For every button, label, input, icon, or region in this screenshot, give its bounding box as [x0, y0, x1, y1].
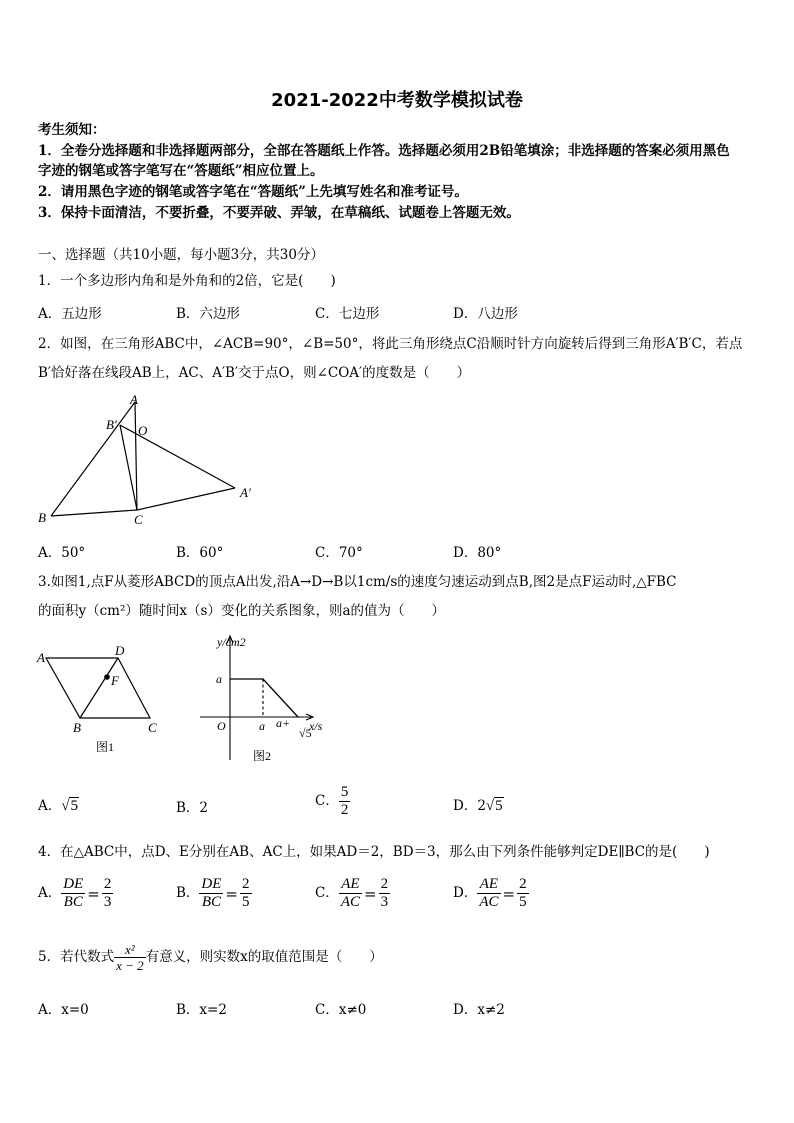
fig1-label-c: C	[148, 720, 157, 735]
q5-option-b: B．x=2	[176, 1002, 227, 1018]
q3-option-a: A．√5	[38, 798, 78, 814]
q2-option-c: C．70°	[315, 545, 363, 561]
q4-option-a: A． $\frac{DE}{BC}$ = $\frac{2}{3}$	[38, 876, 112, 910]
q2-option-d: D．80°	[453, 545, 502, 561]
label-b: B	[38, 510, 46, 525]
q3-option-d: D．2√5	[453, 798, 503, 814]
section-heading: 一、选择题（共10小题，每小题3分，共30分）	[38, 247, 324, 263]
q2-figure	[30, 390, 270, 530]
fig2-a-plus: a+	[276, 716, 291, 730]
fig1-label-f: F	[111, 673, 119, 688]
notice-line-2: 字迹的钢笔或答字笔写在“答题纸”相应位置上。	[38, 163, 324, 179]
q2-stem-line-2: B′恰好落在线段AB上，AC、A′B′交于点O，则∠COA′的度数是（ ）	[38, 365, 471, 381]
fig2-caption: 图2	[253, 749, 272, 763]
fig2-a-on-y: a	[216, 672, 222, 686]
q1-option-a: A．五边形	[38, 306, 102, 322]
q4-option-c: C． $\frac{AE}{AC}$ = $\frac{2}{3}$	[315, 876, 389, 910]
fig2-x-label: x/s	[309, 719, 323, 733]
q3-option-b: B．2	[176, 800, 209, 816]
q3-stem-line-1: 3.如图1,点F从菱形ABCD的顶点A出发,沿A→D→B以1cm/s的速度匀速运动到点B,图2是点F运动时,△FBC	[38, 574, 677, 590]
q2-option-a: A．50°	[38, 545, 86, 561]
q1-option-d: D．八边形	[453, 306, 518, 322]
q3-figure-1-rhombus	[30, 640, 175, 760]
q3-option-c: C． $\frac{5}{2}$	[315, 784, 349, 818]
q2-stem-line-1: 2．如图，在三角形ABC中，∠ACB=90°，∠B=50°，将此三角形绕点C沿顺时针方向旋转后得到三角形A′B′C，若点	[38, 336, 743, 352]
q4-stem: 4．在△ABC中，点D、E分别在AB、AC上，如果AD＝2，BD＝3，那么由下列条件能够判定DE∥BC的是( )	[38, 844, 710, 860]
fig1-label-b: B	[73, 720, 81, 735]
notice-line-4: 3．保持卡面清洁，不要折叠，不要弄破、弄皱，在草稿纸、试题卷上答题无效。	[38, 205, 520, 221]
point-f	[104, 674, 110, 680]
q2-option-b: B．60°	[176, 545, 224, 561]
q5-option-a: A．x=0	[38, 1002, 89, 1018]
q5-stem: 5．若代数式 $\frac{\text{x²}}{x - 2}$ 有意义，则实数x的取值范围是（ ）	[38, 942, 383, 973]
label-a-prime: A′	[240, 485, 251, 500]
page-title: 2021-2022中考数学模拟试卷	[271, 90, 523, 111]
q4-option-b: B． $\frac{DE}{BC}$ = $\frac{2}{5}$	[176, 876, 250, 910]
notice-line-3: 2．请用黑色字迹的钢笔或答字笔在“答题纸”上先填写姓名和准考证号。	[38, 184, 468, 200]
fig2-origin: O	[217, 719, 226, 733]
label-b-prime: B′	[106, 417, 117, 432]
label-a: A	[130, 392, 138, 407]
q1-option-b: B．六边形	[176, 306, 240, 322]
fig1-label-d: D	[115, 643, 125, 658]
q5-option-d: D．x≠2	[453, 1002, 505, 1018]
q3-figure-2-graph	[195, 630, 345, 765]
q1-stem: 1．一个多边形内角和是外角和的2倍，它是( )	[38, 273, 336, 289]
label-o: O	[138, 423, 148, 438]
notice-line-1: 1．全卷分选择题和非选择题两部分，全部在答题纸上作答。选择题必须用2B铅笔填涂；非选择题的答案必须用黑色	[38, 143, 730, 159]
label-c: C	[134, 512, 143, 527]
notice-heading: 考生须知：	[38, 122, 106, 138]
q4-option-d: D． $\frac{AE}{AC}$ = $\frac{2}{5}$	[453, 876, 527, 910]
fig2-a-on-x: a	[259, 719, 265, 733]
fig1-caption: 图1	[96, 740, 115, 754]
fig2-y-label: y/cm2	[217, 635, 246, 649]
q3-stem-line-2: 的面积y（cm²）随时间x（s）变化的关系图象，则a的值为（ ）	[38, 603, 445, 619]
fig2-sqrt5: √5	[299, 726, 312, 740]
q5-option-c: C．x≠0	[315, 1002, 367, 1018]
fig1-label-a: A	[37, 650, 45, 665]
q1-option-c: C．七边形	[315, 306, 380, 322]
